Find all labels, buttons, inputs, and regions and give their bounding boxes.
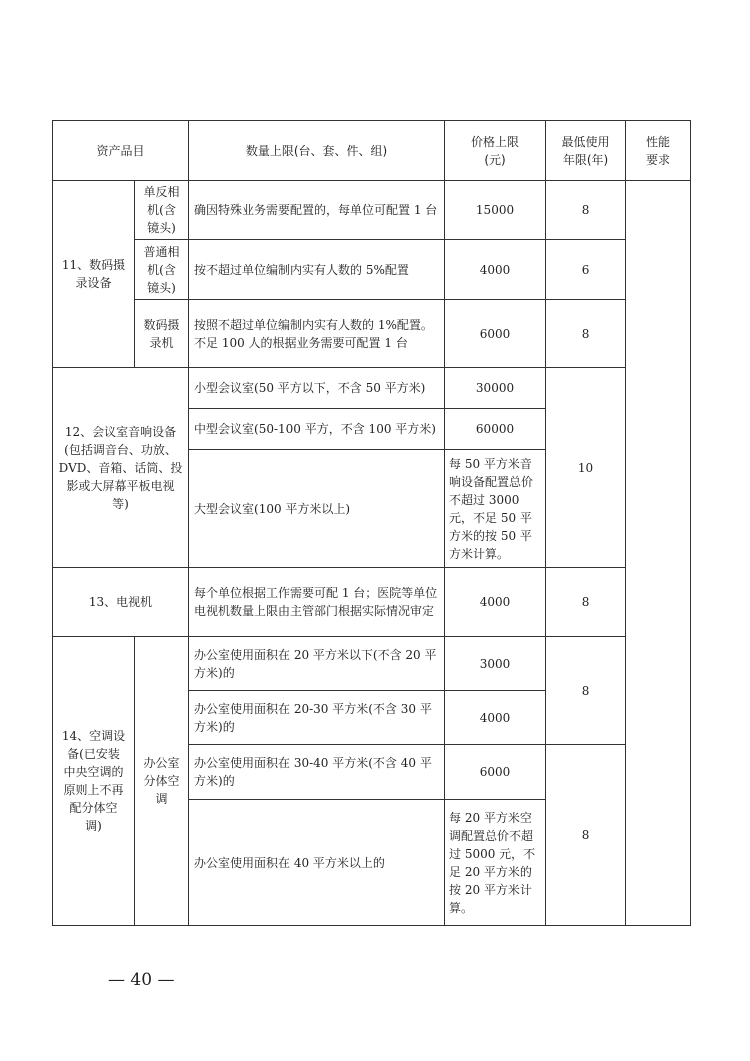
quantity-limit-cell: 中型会议室(50-100 平方，不含 100 平方米) <box>189 409 445 450</box>
years-cell: 8 <box>546 300 626 368</box>
header-performance: 性能 要求 <box>626 121 691 181</box>
price-cell: 4000 <box>445 691 546 745</box>
category-12-name: 12、会议室音响设备 (包括调音台、功放、 DVD、音箱、话筒、投 影或大屏幕平板电视 等) <box>53 368 189 568</box>
page-number: — 40 — <box>108 970 175 990</box>
price-cell: 60000 <box>445 409 546 450</box>
price-note-cell: 每 50 平方米音响设备配置总价不超过 3000 元，不足 50 平方米的按 50 平方米计算。 <box>445 450 546 568</box>
quantity-limit-cell: 按照不超过单位编制内实有人数的 1%配置。不足 100 人的根据业务需要可配置 1 台 <box>189 300 445 368</box>
header-min-years: 最低使用 年限(年) <box>546 121 626 181</box>
price-cell: 3000 <box>445 637 546 691</box>
subcategory-name: 普通相 机(含 镜头) <box>135 240 189 300</box>
years-cell: 8 <box>546 745 626 926</box>
table-row <box>53 368 691 409</box>
years-cell: 8 <box>546 637 626 745</box>
table-row <box>53 568 691 637</box>
category-14-name: 14、空调设 备(已安装 中央空调的 原则上不再 配分体空 调) <box>53 637 135 926</box>
header-asset-category: 资产品目 <box>53 121 189 181</box>
quantity-limit-cell: 办公室使用面积在 30-40 平方米(不含 40 平方米)的 <box>189 745 445 800</box>
category-13-name: 13、电视机 <box>53 568 189 637</box>
price-note-cell: 每 20 平方米空调配置总价不超过 5000 元，不足 20 平方米的按 20 平方米计算。 <box>445 800 546 926</box>
quantity-limit-cell: 办公室使用面积在 20-30 平方米(不含 30 平方米)的 <box>189 691 445 745</box>
table-row <box>53 181 691 240</box>
years-cell: 8 <box>546 568 626 637</box>
price-cell: 6000 <box>445 745 546 800</box>
header-price-limit: 价格上限 (元) <box>445 121 546 181</box>
price-cell: 6000 <box>445 300 546 368</box>
table-row <box>53 637 691 691</box>
quantity-limit-cell: 确因特殊业务需要配置的，每单位可配置 1 台 <box>189 181 445 240</box>
quantity-limit-cell: 大型会议室(100 平方米以上) <box>189 450 445 568</box>
quantity-limit-cell: 办公室使用面积在 40 平方米以上的 <box>189 800 445 926</box>
price-cell: 30000 <box>445 368 546 409</box>
performance-cell <box>626 181 691 926</box>
quantity-limit-cell: 按不超过单位编制内实有人数的 5%配置 <box>189 240 445 300</box>
quantity-limit-cell: 每个单位根据工作需要可配 1 台；医院等单位电视机数量上限由主管部门根据实际情况审定 <box>189 568 445 637</box>
header-quantity-limit: 数量上限(台、套、件、组) <box>189 121 445 181</box>
years-cell: 6 <box>546 240 626 300</box>
subcategory-name: 数码摄 录机 <box>135 300 189 368</box>
years-cell: 10 <box>546 368 626 568</box>
subcategory-name: 单反相 机(含 镜头) <box>135 181 189 240</box>
quantity-limit-cell: 办公室使用面积在 20 平方米以下(不含 20 平方米)的 <box>189 637 445 691</box>
table-row <box>53 240 691 300</box>
years-cell: 8 <box>546 181 626 240</box>
price-cell: 4000 <box>445 240 546 300</box>
table-header-row <box>53 121 691 181</box>
price-cell: 15000 <box>445 181 546 240</box>
price-cell: 4000 <box>445 568 546 637</box>
asset-standards-table <box>52 120 691 926</box>
subcategory-name: 办公室 分体空 调 <box>135 637 189 926</box>
quantity-limit-cell: 小型会议室(50 平方以下，不含 50 平方米) <box>189 368 445 409</box>
table-row <box>53 300 691 368</box>
category-11-name: 11、数码摄 录设备 <box>53 181 135 368</box>
